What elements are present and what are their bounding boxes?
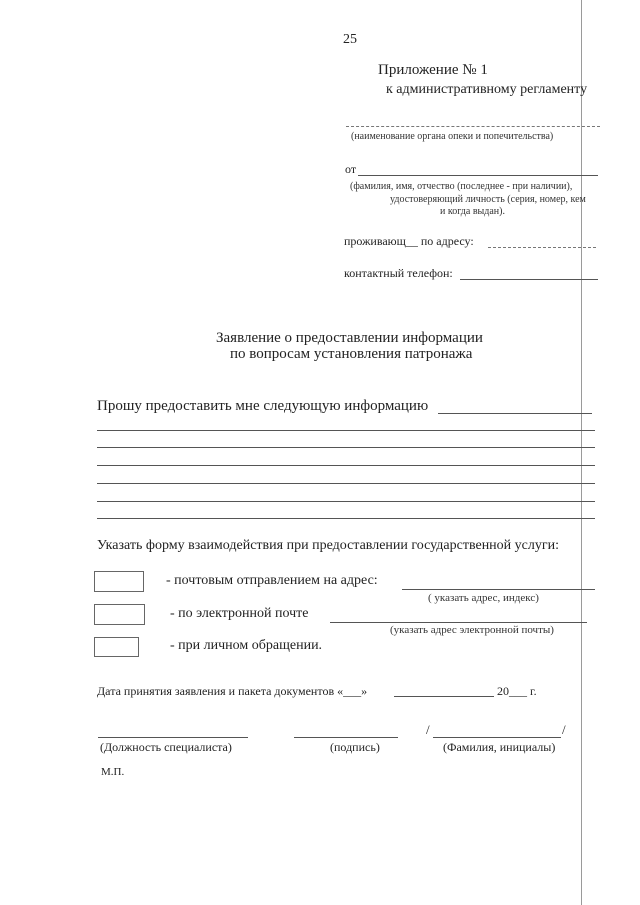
slash-right: / (562, 722, 566, 737)
address-line (488, 247, 596, 248)
name-caption: (Фамилия, инициалы) (443, 740, 556, 754)
person-caption-2: удостоверяющий личность (серия, номер, кем (390, 194, 586, 205)
name-line (433, 737, 561, 738)
stamp-label: М.П. (101, 766, 125, 778)
address-label: проживающ__ по адресу: (344, 234, 474, 248)
option-post-checkbox[interactable] (94, 571, 144, 592)
signature-caption: (подпись) (330, 740, 380, 754)
statement-title-line2: по вопросам установления патронажа (230, 346, 473, 362)
applicant-name-line (358, 175, 598, 176)
request-line-6 (97, 518, 595, 519)
option-email-checkbox[interactable] (94, 604, 145, 625)
phone-line (460, 279, 598, 280)
org-name-caption: (наименование органа опеки и попечительства) (351, 131, 554, 142)
position-line (98, 737, 248, 738)
option-email-caption: (указать адрес электронной почты) (390, 624, 554, 636)
request-line-2 (97, 447, 595, 448)
request-answer-line (438, 413, 592, 414)
option-email-line (330, 622, 587, 623)
phone-label: контактный телефон: (344, 266, 453, 280)
org-name-line (346, 126, 600, 127)
request-text: Прошу предоставить мне следующую информацию (97, 398, 429, 414)
option-email-label: - по электронной почте (170, 606, 309, 621)
interaction-heading: Указать форму взаимодействия при предоставлении государственной услуги: (97, 538, 559, 553)
option-post-caption: ( указать адрес, индекс) (428, 592, 539, 604)
option-personal-checkbox[interactable] (94, 637, 139, 657)
person-caption-1: (фамилия, имя, отчество (последнее - при наличии), (350, 181, 573, 192)
signature-line (294, 737, 398, 738)
option-post-line (402, 589, 595, 590)
statement-title-line1: Заявление о предоставлении информации (216, 330, 483, 346)
person-caption-3: и когда выдан). (440, 206, 505, 217)
acceptance-month-line (394, 696, 494, 697)
request-line-5 (97, 501, 595, 502)
option-post-label: - почтовым отправлением на адрес: (166, 573, 378, 588)
acceptance-date-text: Дата принятия заявления и пакета документов «___» (97, 684, 368, 698)
appendix-title: Приложение № 1 (378, 62, 488, 78)
from-label: от (345, 162, 357, 176)
request-line-4 (97, 483, 595, 484)
option-personal-label: - при личном обращении. (170, 638, 323, 653)
slash-left: / (426, 722, 430, 737)
page-edge-line (581, 0, 582, 905)
regulation-subtitle: к административному регламенту (386, 82, 588, 97)
request-line-3 (97, 465, 595, 466)
request-line-1 (97, 430, 595, 431)
position-caption: (Должность специалиста) (100, 740, 232, 754)
acceptance-year: 20___ г. (497, 684, 537, 698)
page-number: 25 (343, 32, 357, 47)
